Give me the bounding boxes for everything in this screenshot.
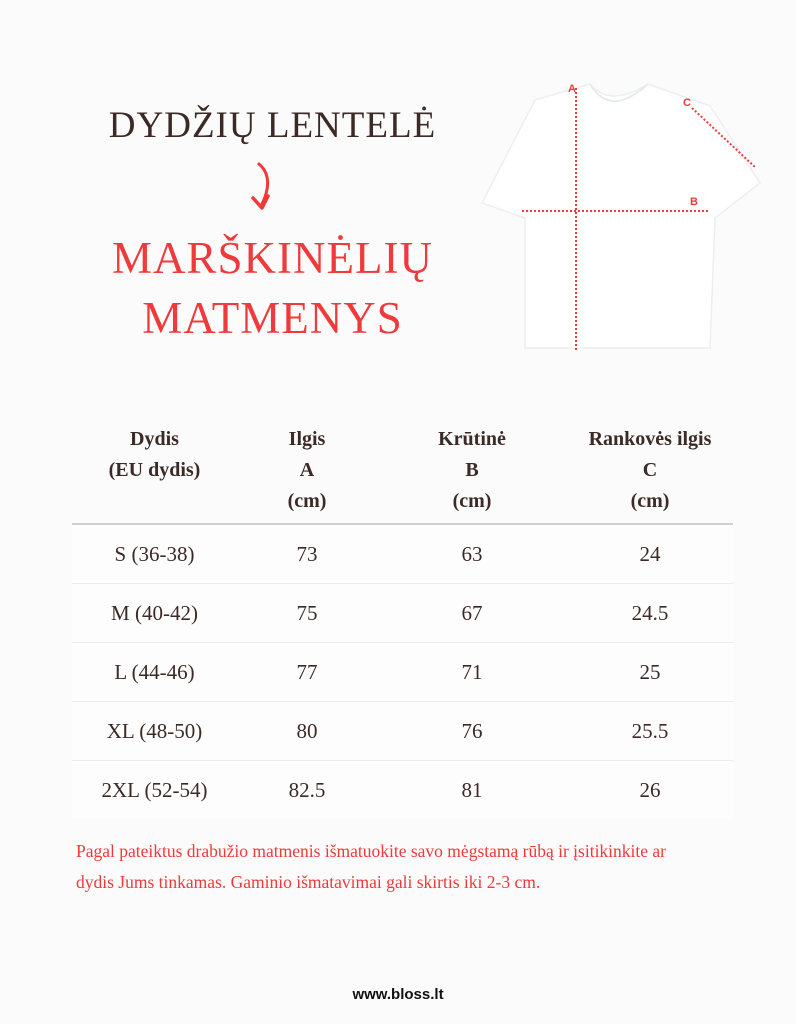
table-cell: 26: [567, 761, 733, 820]
table-row: [72, 524, 733, 584]
table-cell: L (44-46): [72, 643, 237, 702]
table-cell: M (40-42): [72, 584, 237, 643]
column-header: [567, 420, 733, 524]
table-row: [72, 702, 733, 761]
table-cell: 2XL (52-54): [72, 761, 237, 820]
header-line: (cm): [452, 490, 492, 512]
label-a: A: [568, 83, 576, 95]
header-line: (EU dydis): [108, 459, 201, 481]
measurement-note: [76, 836, 776, 898]
header-line: Rankovės ilgis: [588, 428, 712, 450]
header-line: [72, 486, 237, 517]
tshirt-diagram: [470, 78, 770, 368]
table-cell: 25.5: [567, 702, 733, 761]
table-row: [72, 761, 733, 820]
header-line: A: [299, 459, 315, 481]
table-row: [72, 643, 733, 702]
table-cell: 73: [237, 524, 377, 584]
label-b: B: [690, 196, 698, 208]
table-cell: XL (48-50): [72, 702, 237, 761]
table-cell: 75: [237, 584, 377, 643]
note-line2: dydis Jums tinkamas. Gaminio išmatavimai gali skirtis iki 2-3 cm.: [76, 872, 541, 892]
table-cell: 67: [377, 584, 567, 643]
title-main-line2: MATMENYS: [142, 293, 403, 343]
table-cell: 77: [237, 643, 377, 702]
title-main-line1: MARŠKINĖLIŲ: [112, 233, 433, 283]
table-cell: 24: [567, 524, 733, 584]
table-cell: 24.5: [567, 584, 733, 643]
table-cell: 82.5: [237, 761, 377, 820]
header-line: Dydis: [130, 428, 179, 450]
header-line: C: [642, 459, 658, 481]
label-c: C: [683, 97, 691, 109]
table-cell: 76: [377, 702, 567, 761]
table-cell: 81: [377, 761, 567, 820]
header-line: (cm): [630, 490, 670, 512]
table-cell: 71: [377, 643, 567, 702]
table-cell: 63: [377, 524, 567, 584]
website-link[interactable]: www.bloss.lt: [352, 986, 444, 1003]
column-header: [237, 420, 377, 524]
title-size-chart: DYDŽIŲ LENTELĖ: [108, 105, 437, 146]
column-header: [377, 420, 567, 524]
table-cell: 25: [567, 643, 733, 702]
header-line: Krūtinė: [438, 428, 506, 450]
size-table: [72, 420, 733, 819]
table-cell: 80: [237, 702, 377, 761]
note-line1: Pagal pateiktus drabužio matmenis išmatuokite savo mėgstamą rūbą ir įsitikinkite ar: [76, 841, 667, 861]
column-header: [72, 420, 237, 524]
arrow-down-icon: [245, 160, 281, 216]
header-line: (cm): [287, 490, 327, 512]
header-line: Ilgis: [288, 428, 326, 450]
header-line: B: [465, 459, 479, 481]
table-cell: S (36-38): [72, 524, 237, 584]
table-row: [72, 584, 733, 643]
